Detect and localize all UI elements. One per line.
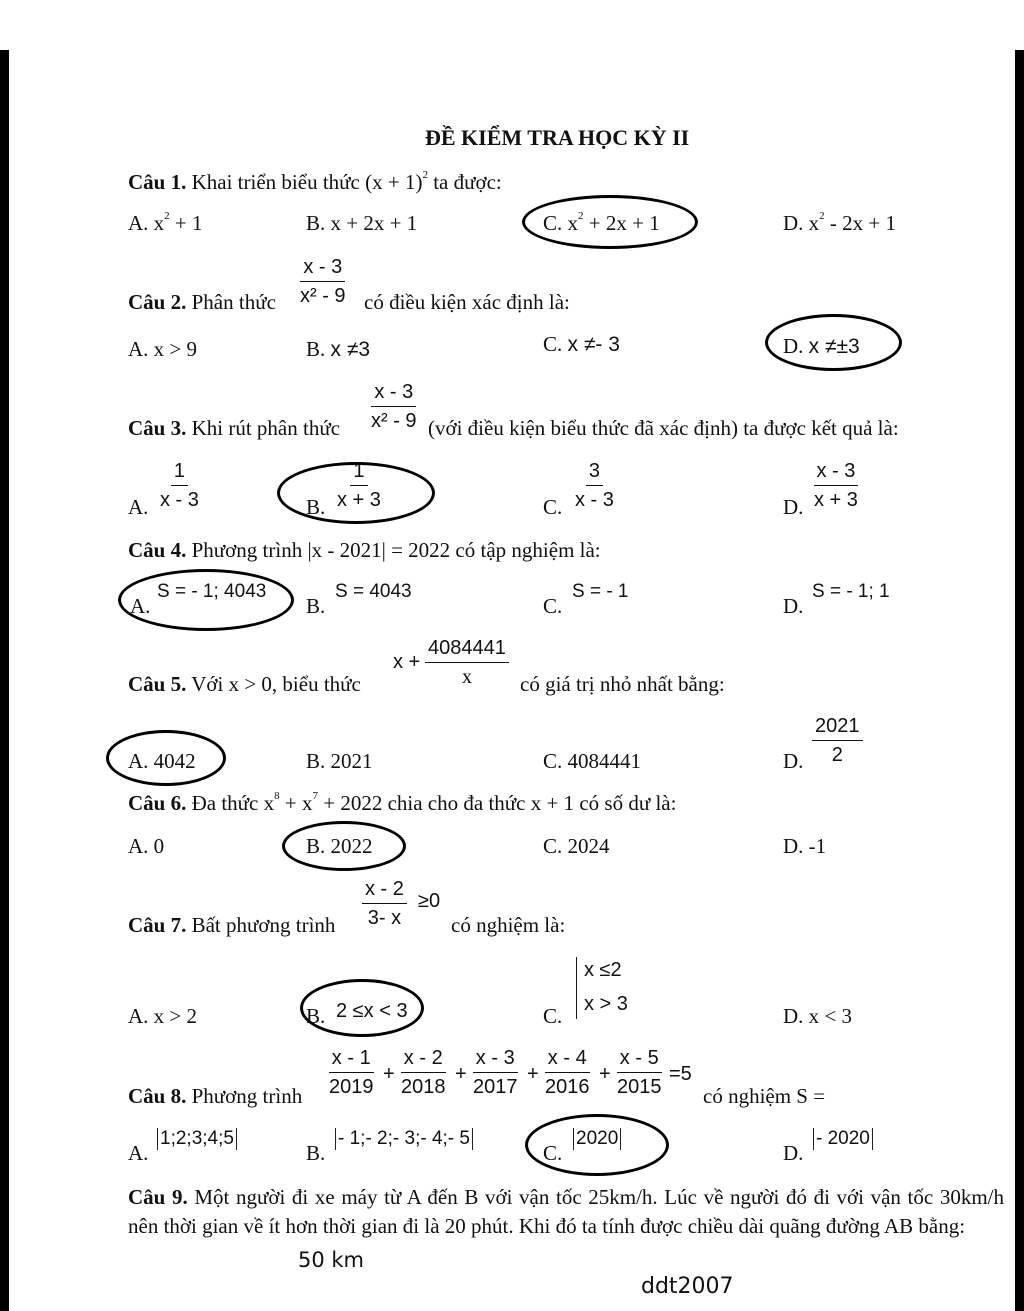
q2-answer-circle <box>765 314 902 371</box>
q6-option-b[interactable]: B. 2022 <box>306 834 373 858</box>
q7-option-c-line1[interactable]: x ≤2 <box>584 959 622 981</box>
right-border <box>1015 50 1024 1311</box>
q8-option-c-set[interactable]: 2020 <box>571 1128 623 1150</box>
q5-option-b[interactable]: B. 2021 <box>306 749 373 773</box>
q5-option-d-label[interactable]: D. <box>783 749 804 773</box>
q4-option-a-label[interactable]: A. <box>130 594 151 618</box>
q4-answer-circle <box>118 569 294 631</box>
q8-option-c-label[interactable]: C. <box>543 1141 563 1165</box>
q6-answer-circle <box>282 821 406 871</box>
q7-answer-circle <box>300 979 424 1037</box>
question-7: Câu 7. Bất phương trình <box>128 913 336 937</box>
q7-option-b-value[interactable]: 2 ≤x < 3 <box>336 1000 408 1022</box>
q8-plus-2: + <box>455 1063 467 1085</box>
q7-relation: ≥0 <box>418 890 441 912</box>
q7-option-d[interactable]: D. x < 3 <box>783 1004 853 1028</box>
q5-option-c[interactable]: C. 4084441 <box>543 749 642 773</box>
q8-term-5: $\frac{x - 5}{2015}$ <box>617 1047 662 1098</box>
q3-answer-circle <box>277 462 435 524</box>
q4-option-a-set[interactable]: S = - 1; 4043 <box>157 581 267 602</box>
question-8-tail: có nghiệm S = <box>703 1084 826 1108</box>
q2-fraction: $\frac{x - 3}{\text{x² - 9}}$ <box>300 256 346 307</box>
q3-fraction: $\frac{x - 3}{\text{x² - 9}}$ <box>371 381 417 432</box>
q8-term-3: $\frac{x - 3}{2017}$ <box>473 1047 518 1098</box>
q3-option-b-fraction[interactable]: $\frac{1}{x + 3}$ <box>337 460 381 511</box>
q7-option-c-label[interactable]: C. <box>543 1004 563 1028</box>
q4-option-d-label[interactable]: D. <box>783 594 804 618</box>
q8-term-1: $\frac{x - 1}{2019}$ <box>329 1047 374 1098</box>
q3-option-a-fraction[interactable]: $\frac{1}{x - 3}$ <box>160 460 199 511</box>
q4-option-c-label[interactable]: C. <box>543 594 563 618</box>
q8-term-4: $\frac{x - 4}{2016}$ <box>545 1047 590 1098</box>
question-8: Câu 8. Phương trình <box>128 1084 303 1108</box>
q3-option-d-fraction[interactable]: $\frac{x - 3}{x + 3}$ <box>814 460 858 511</box>
question-5-tail: có giá trị nhỏ nhất bằng: <box>520 672 725 696</box>
q3-option-c-label[interactable]: C. <box>543 495 563 519</box>
q8-term-2: $\frac{x - 2}{2018}$ <box>401 1047 446 1098</box>
question-3: Câu 3. Khi rút phân thức <box>128 416 341 440</box>
q5-answer-circle <box>106 730 226 786</box>
question-5: Câu 5. Với x > 0, biểu thức <box>128 672 361 696</box>
q4-option-b-label[interactable]: B. <box>306 594 326 618</box>
page-title: ĐỀ KIỂM TRA HỌC KỲ II <box>425 125 690 150</box>
q8-option-d-label[interactable]: D. <box>783 1141 804 1165</box>
q9-handwritten-answer: 50 km <box>298 1248 365 1272</box>
q3-option-b-label[interactable]: B. <box>306 495 326 519</box>
q6-option-d[interactable]: D. -1 <box>783 834 827 858</box>
question-4: Câu 4. Phương trình |x - 2021| = 2022 có tập nghiệm là: <box>128 538 601 562</box>
q8-option-a-set[interactable]: 1;2;3;4;5 <box>155 1128 239 1150</box>
q7-option-b-label[interactable]: B. <box>306 1004 326 1028</box>
signature: ddt2007 <box>641 1274 734 1299</box>
q8-plus-3: + <box>527 1063 539 1085</box>
q8-answer-circle <box>525 1114 669 1176</box>
q2-option-a[interactable]: A. x > 9 <box>128 337 198 361</box>
q8-option-b-set[interactable]: - 1;- 2;- 3;- 4;- 5 <box>333 1128 475 1150</box>
q8-option-b-label[interactable]: B. <box>306 1141 326 1165</box>
q2-option-d[interactable]: D. x ≠±3 <box>783 334 860 358</box>
q5-option-d-fraction[interactable]: $\frac{2021}{2}$ <box>812 714 863 767</box>
question-1: Câu 1. Khai triển biểu thức $(x + 1)^2$ ta được: <box>128 169 502 194</box>
q4-option-b-set[interactable]: S = 4043 <box>335 581 412 602</box>
q1-option-c[interactable]: C. $x^2 + 2x + 1$ <box>543 210 660 235</box>
q6-option-a[interactable]: A. 0 <box>128 834 165 858</box>
q1-answer-circle <box>522 195 698 249</box>
q8-plus-1: + <box>383 1063 395 1085</box>
q7-option-a[interactable]: A. x > 2 <box>128 1004 198 1028</box>
question-3-tail: (với điều kiện biểu thức đã xác định) ta được kết quả là: <box>428 416 899 440</box>
q7-option-c-line2[interactable]: x > 3 <box>584 993 628 1015</box>
question-9: Câu 9. Một người đi xe máy từ A đến B với vận tốc 25km/h. Lúc về người đó đi với vận tốc 30km/h nên thời gian về ít hơn thời gian đi là 20 phút. Khi đó ta tính được chiều dài quãng đường AB bằng: <box>128 1185 1004 1238</box>
q4-option-c-set[interactable]: S = - 1 <box>572 581 629 602</box>
q8-option-a-label[interactable]: A. <box>128 1141 149 1165</box>
q1-option-d[interactable]: D. $x^2 - 2x + 1$ <box>783 210 897 235</box>
q8-equals: =5 <box>669 1063 692 1085</box>
q3-option-c-fraction[interactable]: $\frac{3}{x - 3}$ <box>575 460 614 511</box>
left-border <box>0 50 9 1311</box>
q5-fraction: $\frac{4084441}{x}$ <box>425 636 509 689</box>
q8-plus-4: + <box>599 1063 611 1085</box>
q8-option-d-set[interactable]: - 2020 <box>811 1128 875 1150</box>
q1-option-b[interactable]: B. x + 2x + 1 <box>306 211 418 235</box>
q3-option-d-label[interactable]: D. <box>783 495 804 519</box>
question-2: Câu 2. Phân thức <box>128 290 276 314</box>
q7-option-c-bracket <box>576 957 577 1019</box>
question-6: Câu 6. Đa thức $x^8 + x^7 + 2022$ chia cho đa thức x + 1 có số dư là: <box>128 790 677 815</box>
q4-option-d-set[interactable]: S = - 1; 1 <box>812 581 890 602</box>
q5-expr-left: x + <box>393 651 421 673</box>
q2-option-c[interactable]: C. x ≠- 3 <box>543 332 620 356</box>
q1-option-a[interactable]: A. $x^2 + 1$ <box>128 210 203 235</box>
question-2-tail: có điều kiện xác định là: <box>364 290 570 314</box>
q6-option-c[interactable]: C. 2024 <box>543 834 610 858</box>
question-7-tail: có nghiệm là: <box>451 913 566 937</box>
q7-fraction: $\frac{x - 2}{3- x}$ <box>362 877 407 930</box>
q5-option-a[interactable]: A. 4042 <box>128 749 196 773</box>
q2-option-b[interactable]: B. x ≠3 <box>306 337 371 361</box>
q3-option-a-label[interactable]: A. <box>128 495 149 519</box>
